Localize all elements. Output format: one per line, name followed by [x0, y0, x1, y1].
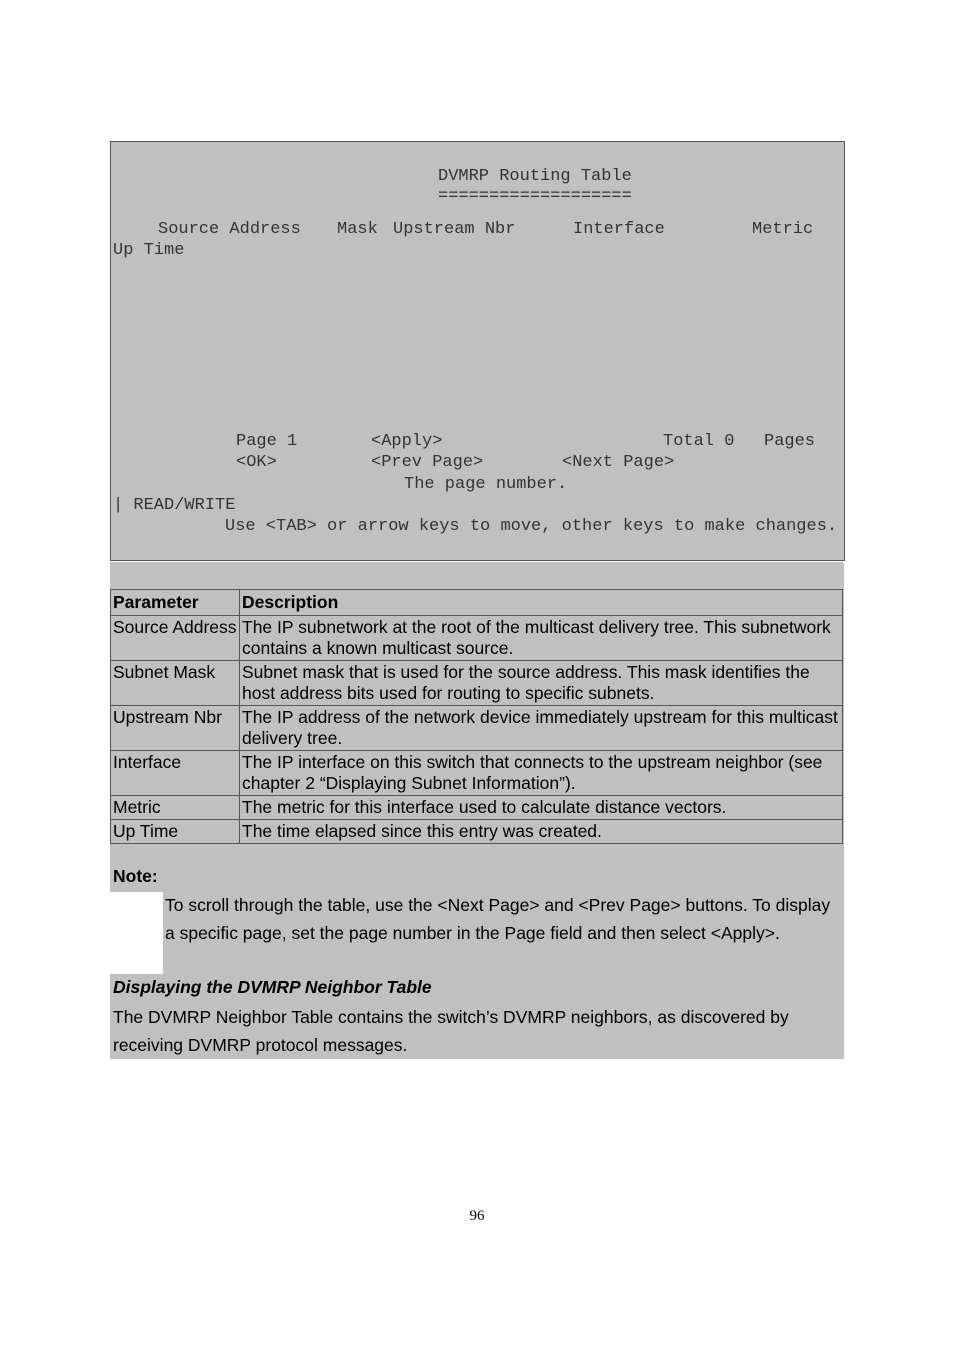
note-text: To scroll through the table, use the <Next Page> and <Prev Page> buttons. To display a specific page, set the page number in the Page field and then select <Apply>. — [165, 895, 831, 943]
note-indent — [110, 892, 163, 974]
console-screen — [110, 141, 845, 561]
desc-cell: The time elapsed since this entry was created. — [240, 820, 843, 844]
column-up-time: Up Time — [113, 241, 185, 260]
console-title: DVMRP Routing Table — [438, 167, 632, 186]
table-row — [111, 820, 843, 844]
column-source-address: Source Address — [158, 220, 301, 239]
param-cell: Source Address — [111, 616, 240, 661]
parameter-table — [110, 589, 843, 844]
prev-page-button[interactable]: <Prev Page> — [371, 453, 484, 472]
table-row — [111, 661, 843, 706]
column-upstream-nbr: Upstream Nbr — [393, 220, 516, 239]
table-row — [111, 616, 843, 661]
section-paragraph: The DVMRP Neighbor Table contains the switch’s DVMRP neighbors, as discovered by receiving DVMRP protocol messages. — [113, 1007, 789, 1055]
desc-cell: The IP subnetwork at the root of the multicast delivery tree. This subnetwork contains a known multicast source. — [240, 616, 843, 661]
field-hint: The page number. — [404, 475, 568, 494]
console-title-underline: =================== — [438, 187, 632, 206]
param-cell: Interface — [111, 751, 240, 796]
column-interface: Interface — [573, 220, 665, 239]
page-number: 96 — [469, 1208, 485, 1224]
column-mask: Mask — [337, 220, 378, 239]
help-line: Use <TAB> or arrow keys to move, other keys to make changes. — [225, 517, 838, 536]
next-page-button[interactable]: <Next Page> — [562, 453, 675, 472]
param-cell: Up Time — [111, 820, 240, 844]
desc-cell: The IP interface on this switch that connects to the upstream neighbor (see chapter 2 “Displaying Subnet Information”). — [240, 751, 843, 796]
param-cell: Metric — [111, 796, 240, 820]
param-cell: Subnet Mask — [111, 661, 240, 706]
table-row — [111, 706, 843, 751]
desc-cell: Subnet mask that is used for the source address. This mask identifies the host address bits used for routing to specific subnets. — [240, 661, 843, 706]
desc-cell: The metric for this interface used to calculate distance vectors. — [240, 796, 843, 820]
table-row — [111, 796, 843, 820]
param-cell: Upstream Nbr — [111, 706, 240, 751]
header-parameter: Parameter — [111, 590, 240, 616]
table-header-row — [111, 590, 843, 616]
pages-label: Pages — [764, 432, 816, 451]
note-label: Note: — [113, 866, 158, 886]
total-pages-count: Total 0 — [663, 432, 735, 451]
desc-cell: The IP address of the network device immediately upstream for this multicast delivery tree. — [240, 706, 843, 751]
ok-button[interactable]: <OK> — [236, 453, 277, 472]
apply-button[interactable]: <Apply> — [371, 432, 443, 451]
section-heading: Displaying the DVMRP Neighbor Table — [113, 977, 432, 997]
page-field[interactable]: Page 1 — [236, 432, 298, 451]
header-description: Description — [240, 590, 843, 616]
access-mode: | READ/WRITE — [113, 496, 236, 515]
table-row — [111, 751, 843, 796]
column-metric: Metric — [752, 220, 814, 239]
